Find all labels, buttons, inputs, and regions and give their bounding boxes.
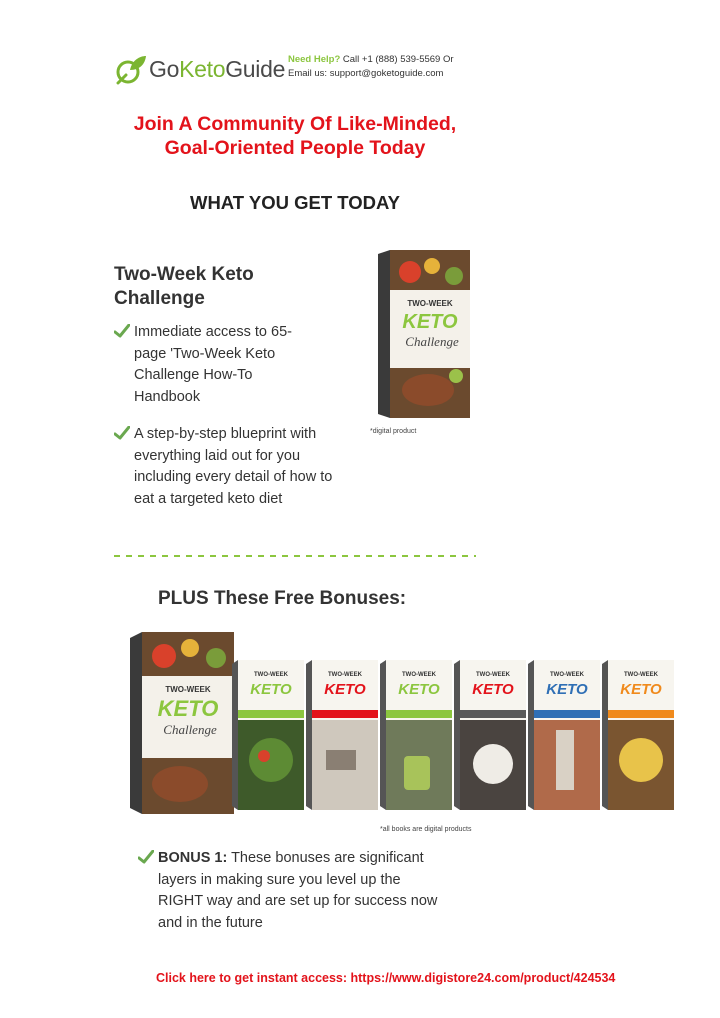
svg-text:KETO: KETO	[250, 681, 292, 698]
product-bullet: Immediate access to 65-page 'Two-Week Keto Challenge How-To Handbook	[114, 322, 314, 408]
digital-product-note: *digital product	[370, 428, 417, 435]
svg-text:TWO-WEEK: TWO-WEEK	[328, 672, 362, 678]
svg-text:TWO-WEEK: TWO-WEEK	[407, 299, 453, 308]
product-book-cover	[370, 250, 472, 418]
bonuses-heading: PLUS These Free Bonuses:	[158, 588, 407, 609]
svg-text:TWO-WEEK: TWO-WEEK	[550, 672, 584, 678]
cta-link[interactable]: Click here to get instant access: https://www.digistore24.com/product/424534	[156, 971, 616, 985]
need-help-label: Need Help?	[288, 54, 341, 65]
brand-name: GoKetoGuide	[149, 55, 286, 82]
bonus-1-item	[138, 848, 438, 934]
bonus-books-image	[124, 628, 684, 818]
keto-leaf-icon	[114, 52, 148, 86]
svg-text:KETO: KETO	[472, 681, 514, 698]
svg-text:Challenge: Challenge	[405, 334, 459, 349]
dashed-divider	[114, 554, 476, 558]
svg-text:KETO: KETO	[398, 681, 440, 698]
help-contact	[288, 53, 454, 81]
svg-text:KETO: KETO	[157, 696, 219, 721]
svg-text:KETO: KETO	[324, 681, 366, 698]
help-phone: Call +1 (888) 539-5569 Or	[340, 54, 454, 65]
svg-text:Challenge: Challenge	[163, 722, 217, 737]
checkmark-icon	[138, 850, 154, 864]
brand-logo[interactable]	[114, 52, 286, 86]
help-email[interactable]: Email us: support@goketoguide.com	[288, 68, 444, 79]
bonus-1-text: These bonuses are significant layers in making sure you level up the RIGHT way and are set up for success now and in the future	[158, 850, 438, 931]
product-title: Two-Week Keto Challenge	[114, 264, 254, 309]
svg-text:TWO-WEEK: TWO-WEEK	[254, 672, 288, 678]
svg-text:KETO: KETO	[620, 681, 662, 698]
all-books-digital-note: *all books are digital products	[380, 826, 472, 833]
bonus-1-label: BONUS 1:	[158, 850, 228, 866]
page-headline: Join A Community Of Like-Minded, Goal-Oriented People Today	[133, 113, 457, 159]
svg-text:TWO-WEEK: TWO-WEEK	[402, 672, 436, 678]
svg-text:TWO-WEEK: TWO-WEEK	[624, 672, 658, 678]
svg-text:KETO: KETO	[402, 311, 458, 333]
checkmark-icon	[114, 426, 130, 440]
svg-text:TWO-WEEK: TWO-WEEK	[476, 672, 510, 678]
product-bullet: A step-by-step blueprint with everything laid out for you including every detail of how to eat a targeted keto diet	[114, 424, 334, 510]
section-heading-what-you-get: WHAT YOU GET TODAY	[189, 192, 401, 213]
checkmark-icon	[114, 324, 130, 338]
svg-text:KETO: KETO	[546, 681, 588, 698]
svg-text:TWO-WEEK: TWO-WEEK	[165, 685, 211, 694]
